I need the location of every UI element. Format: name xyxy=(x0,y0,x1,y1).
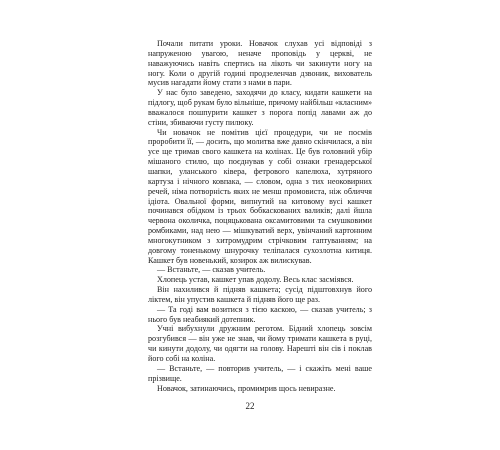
paragraph: Почали питати уроки. Новачок слухав усі відповіді з напруженою увагою, неначе проповідь у церкві, не наважуючись навіть спертись на лікоть чи закинути ногу на ногу. Коли о другій годині продзеленчав дзвоник, вихователь мусив нагадати йому стати з нами в пари. xyxy=(148,39,372,88)
paragraph: Учні вибухнули дружним реготом. Бідний хлопець зовсім розгубився — він уже не знав, чи йому тримати кашкета в руці, чи кинути додолу, чи одягти на голову. Нарешті він сів і поклав його собі на коліна. xyxy=(148,324,372,363)
paragraph: — Встаньте, — сказав учитель. xyxy=(157,265,266,275)
paragraph: Він нахилився й підняв кашкета; сусід підштовхнув його ліктем, він упустив кашкета й підняв його ще раз. xyxy=(148,285,372,304)
page-number: 22 xyxy=(245,401,255,411)
paragraph: — Встаньте, — повторив учитель, — і скажіть мені ваше прізвище. xyxy=(148,363,372,383)
paragraph: Хлопець устав, кашкет упав додолу. Весь клас засміявся. xyxy=(157,275,354,285)
paragraph: Чи новачок не помітив цієї процедури, чи не посмів проробити її, — досить, що молитва вже давно скінчилася, а він усе ще тримав свого кашкета на колінах. Це був головний убір мішаного стилю, що поєднував у собі ознаки гренадерської шапки, уланського ківера, фетрового капелюха, хутряного картуза і нічного ковпака, — словом, одна з тих неоковирних речей, німа потворність яких не менш промовиста, ніж обличчя ідіота. Овальної форми, випнутий на китовому вусі кашкет починався обідком із трьох бобкаскованих валиків; далі йшла червона околичка, поцяцькована оксамитовими та смушковими ромбиками, над нею — мішкуватий верх, увінчаний картонним многокутником з хитромудрим стрічковим гаптуванням; на довгому тоненькому шнурочку теліпалася сухозлотна китиця. Кашкет був новенький, козирок аж вилискував. xyxy=(148,127,372,265)
paragraph: — Та годі вам возитися з тією каскою, — сказав учитель; з нього був неабиякий дотепник. xyxy=(148,304,372,324)
paragraph: Новачок, затинаючись, промимрив щось невиразне. xyxy=(157,383,336,393)
paragraph: У нас було заведено, заходячи до класу, кидати кашкети на підлогу, щоб рукам було вільніше, причому найбільш «класним» вважалося пошпурити кашкет з порога попід лавами аж до стіни, збиваючи густу пилюку. xyxy=(148,88,372,127)
body-text xyxy=(148,39,372,393)
